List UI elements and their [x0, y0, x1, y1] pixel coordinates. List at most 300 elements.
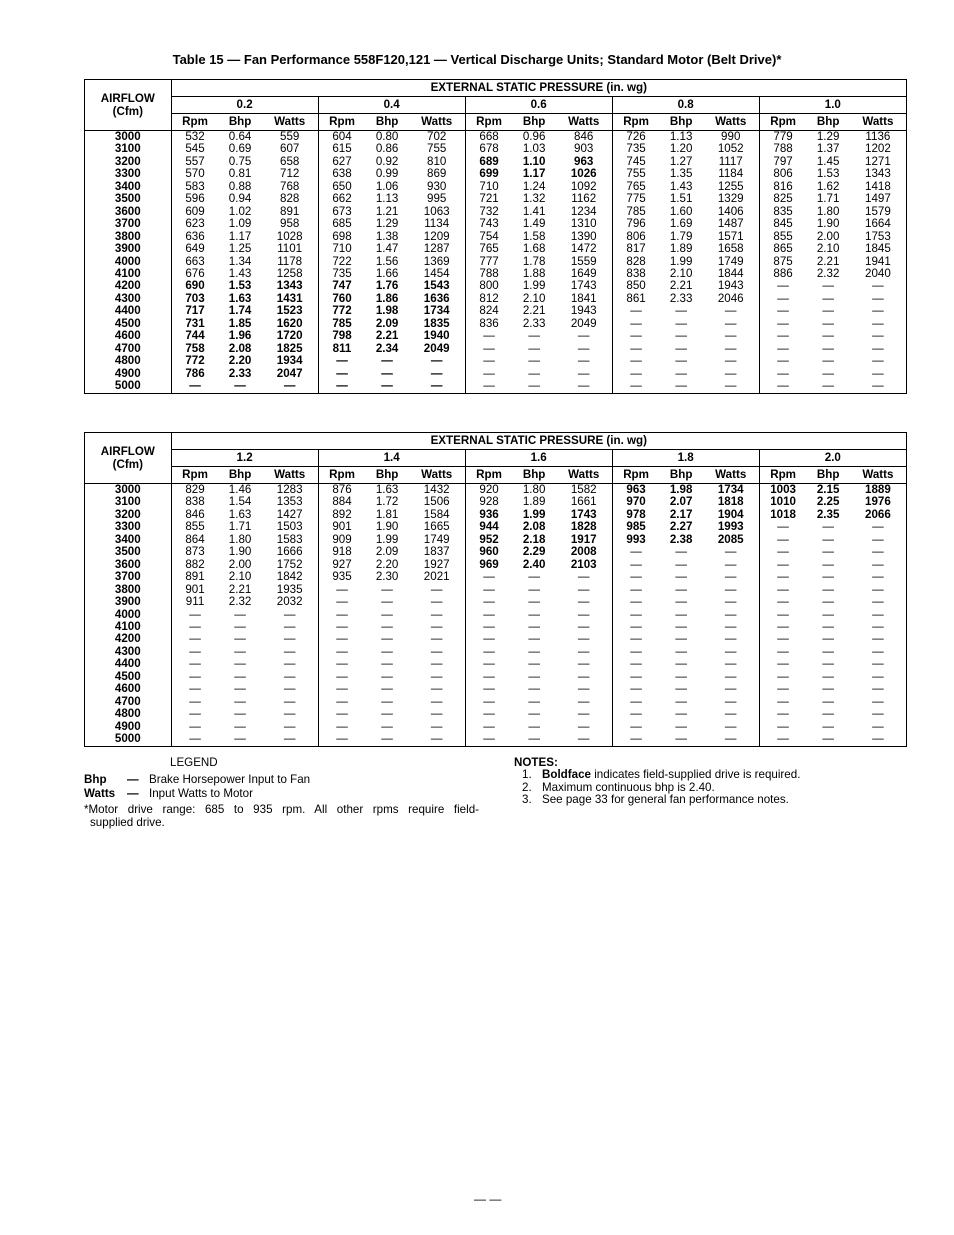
airflow-header: [85, 433, 172, 484]
airflow-value: 3000: [114, 130, 141, 143]
table-cell: 1.88: [522, 266, 546, 280]
table-cell: —: [675, 707, 687, 721]
table-cell: —: [872, 682, 884, 696]
table-cell: 1.25: [228, 242, 252, 256]
airflow-value: 3900: [114, 242, 141, 256]
table-cell: 721: [465, 193, 512, 205]
table-cell: 1.58: [522, 229, 546, 243]
note-1-number: 1.: [522, 768, 532, 781]
table-cell: —: [724, 732, 737, 746]
table-cell: —: [528, 366, 540, 380]
table-cell: —: [381, 657, 393, 671]
table-cell: 1.63: [228, 507, 252, 521]
column-header-rpm: Rpm: [612, 467, 659, 484]
table-cell: 829: [171, 484, 218, 497]
table-cell: 775: [612, 193, 659, 205]
table-cell: —: [872, 669, 884, 683]
table-cell: —: [724, 619, 737, 633]
table-cell: —: [381, 732, 393, 746]
table-cell: —: [612, 368, 659, 380]
airflow-value: 3100: [114, 495, 141, 509]
table-cell: 0.75: [228, 154, 252, 168]
table-cell: 1.13: [669, 130, 693, 143]
table-cell: —: [465, 596, 512, 608]
table-cell: 722: [318, 256, 365, 268]
table-cell: —: [171, 621, 218, 633]
table-cell: —: [318, 658, 365, 670]
table-cell: 1209: [423, 229, 450, 243]
airflow-value: 4700: [114, 341, 141, 355]
table-cell: 1.63: [228, 291, 252, 305]
table-cell: —: [528, 570, 540, 584]
airflow-value: 3300: [114, 520, 141, 534]
table-cell: —: [234, 707, 246, 721]
table-cell: —: [759, 646, 806, 658]
table-cell: 985: [612, 521, 659, 533]
table-cell: 658: [280, 154, 300, 168]
table-cell: 1753: [865, 229, 891, 243]
airflow-value: 4900: [114, 366, 141, 380]
table-cell: 2.21: [522, 304, 546, 318]
table-cell: —: [872, 291, 884, 305]
table-cell: —: [528, 694, 540, 708]
table-cell: —: [872, 707, 884, 721]
airflow-value: 4100: [114, 619, 141, 633]
table-cell: —: [318, 708, 365, 720]
table-cell: —: [872, 570, 884, 584]
column-header-watts: Watts: [703, 114, 759, 131]
table-cell: —: [872, 304, 884, 318]
table-cell: 2.40: [522, 557, 546, 571]
table-cell: 747: [318, 280, 365, 292]
table-cell: 1.63: [375, 483, 399, 496]
table-cell: —: [612, 646, 659, 658]
table-cell: 846: [574, 130, 594, 143]
table-cell: —: [283, 682, 296, 696]
table-cell: 1658: [717, 242, 744, 256]
fan-performance-table-1: [84, 79, 907, 394]
table-cell: 846: [171, 509, 218, 521]
table-cell: —: [872, 354, 884, 368]
table-cell: 928: [465, 496, 512, 508]
table-cell: —: [822, 532, 834, 546]
table-cell: —: [528, 682, 540, 696]
table-cell: —: [872, 341, 884, 355]
table-cell: 1092: [570, 179, 597, 193]
table-cell: 1.49: [522, 217, 546, 231]
table-cell: —: [822, 657, 834, 671]
table-cell: —: [612, 305, 659, 317]
table-row: [85, 708, 907, 720]
table-cell: 662: [318, 193, 365, 205]
table-cell: 2.21: [669, 279, 693, 293]
table-cell: —: [822, 694, 834, 708]
table-cell: 710: [318, 243, 365, 255]
table-cell: —: [465, 708, 512, 720]
table-cell: 838: [612, 268, 659, 280]
airflow-value: 3200: [114, 507, 141, 521]
table-cell: 1.74: [228, 304, 252, 318]
column-header-bhp: Bhp: [807, 114, 850, 131]
table-cell: 726: [612, 131, 659, 144]
table-cell: 1.43: [228, 266, 252, 280]
legend-footnote-line2: supplied drive.: [90, 816, 165, 829]
table-cell: 1.29: [816, 130, 840, 143]
table-cell: 1934: [276, 354, 303, 368]
table-cell: —: [759, 733, 806, 746]
table-cell: 2.07: [669, 495, 693, 509]
airflow-value: 5000: [114, 732, 141, 746]
table-cell: 2.29: [522, 545, 546, 559]
table-cell: 1543: [423, 279, 450, 293]
table-cell: 969: [465, 559, 512, 571]
table-cell: —: [724, 329, 737, 343]
table-cell: 2.10: [522, 291, 546, 305]
table-cell: 596: [171, 193, 218, 205]
table-cell: —: [822, 291, 834, 305]
table-cell: 636: [171, 231, 218, 243]
table-cell: 2.21: [375, 329, 399, 343]
table-cell: 2021: [423, 570, 450, 584]
legend-dash-watts: —: [127, 787, 139, 800]
table-cell: —: [528, 719, 540, 733]
table-cell: —: [283, 657, 296, 671]
table-cell: 0.80: [375, 130, 399, 143]
column-header-rpm: Rpm: [759, 467, 806, 484]
table-cell: —: [171, 380, 218, 393]
table-cell: 810: [427, 154, 447, 168]
table-cell: —: [822, 557, 834, 571]
table-cell: 712: [280, 167, 300, 181]
table-cell: 1.21: [375, 204, 399, 218]
table-cell: 1.09: [228, 217, 252, 231]
table-cell: —: [465, 380, 512, 393]
pressure-header: 0.8: [612, 97, 759, 114]
table-cell: —: [872, 366, 884, 380]
table-cell: 609: [171, 206, 218, 218]
table-cell: 731: [171, 318, 218, 330]
table-cell: —: [381, 354, 393, 368]
table-cell: 2.25: [816, 495, 840, 509]
table-cell: 828: [612, 256, 659, 268]
table-cell: 2032: [276, 595, 303, 609]
table-cell: —: [675, 557, 687, 571]
table-cell: —: [465, 633, 512, 645]
table-cell: 800: [465, 280, 512, 292]
table-cell: 1943: [717, 279, 744, 293]
table-cell: 1935: [276, 582, 303, 596]
column-header-rpm: Rpm: [318, 467, 365, 484]
table-cell: —: [381, 379, 393, 393]
table-cell: —: [822, 316, 834, 330]
table-cell: 836: [465, 318, 512, 330]
table-cell: 1178: [277, 254, 303, 268]
table-cell: 1.45: [816, 154, 840, 168]
airflow-value: 3800: [114, 582, 141, 596]
table-cell: 604: [318, 131, 365, 144]
table-cell: —: [724, 545, 737, 559]
table-cell: 623: [171, 218, 218, 230]
table-cell: —: [872, 657, 884, 671]
table-cell: —: [872, 279, 884, 293]
table-cell: 990: [721, 130, 741, 143]
table-cell: —: [465, 343, 512, 355]
table-cell: 1.47: [375, 242, 399, 256]
table-cell: 798: [318, 330, 365, 342]
table-cell: —: [822, 732, 834, 746]
table-cell: —: [234, 694, 246, 708]
table-cell: 1976: [865, 495, 891, 509]
note-1-text: indicates field-supplied drive is required.: [590, 768, 801, 781]
table-cell: —: [759, 355, 806, 367]
table-cell: 1.90: [228, 545, 252, 559]
table-cell: 1.89: [522, 495, 546, 509]
table-cell: 1.89: [669, 242, 693, 256]
table-cell: —: [759, 293, 806, 305]
table-cell: —: [283, 719, 296, 733]
table-cell: 1927: [423, 557, 450, 571]
table-cell: 743: [465, 218, 512, 230]
airflow-value: 4700: [114, 694, 141, 708]
airflow-value: 3800: [114, 229, 141, 243]
table-cell: 1.53: [816, 167, 840, 181]
table-row: [85, 243, 907, 255]
table-cell: —: [759, 521, 806, 533]
legend-dash-bhp: —: [127, 773, 139, 786]
table-cell: —: [759, 584, 806, 596]
table-cell: 2.09: [375, 545, 399, 559]
table-cell: 1258: [276, 266, 303, 280]
table-cell: —: [724, 632, 737, 646]
table-cell: —: [430, 719, 443, 733]
table-cell: 1202: [865, 142, 891, 156]
table-cell: 0.81: [228, 167, 252, 181]
table-cell: —: [381, 619, 393, 633]
table-cell: —: [577, 354, 590, 368]
table-cell: —: [612, 596, 659, 608]
table-cell: 0.92: [375, 154, 399, 168]
table-cell: 1.85: [228, 316, 252, 330]
table-cell: 1343: [276, 279, 303, 293]
table-cell: 754: [465, 231, 512, 243]
table-cell: 1.56: [375, 254, 399, 268]
table-cell: —: [465, 683, 512, 695]
column-header-watts: Watts: [409, 114, 465, 131]
table-cell: 1993: [717, 520, 744, 534]
column-header-bhp: Bhp: [365, 467, 408, 484]
table-cell: 2.32: [816, 266, 840, 280]
table-cell: 864: [171, 534, 218, 546]
table-cell: —: [171, 671, 218, 683]
table-cell: 1369: [423, 254, 450, 268]
table-cell: —: [822, 366, 834, 380]
table-cell: 1.69: [669, 217, 693, 231]
table-cell: —: [759, 368, 806, 380]
table-cell: 828: [280, 192, 300, 206]
legend-abbr-bhp: Bhp: [84, 773, 107, 786]
table-cell: 545: [171, 143, 218, 155]
column-header-watts: Watts: [262, 467, 318, 484]
table-row: [85, 733, 907, 746]
table-cell: —: [528, 595, 540, 609]
table-cell: 1844: [717, 266, 744, 280]
table-cell: 1.29: [375, 217, 399, 231]
table-cell: 1.17: [522, 167, 546, 181]
airflow-label: AIRFLOW: [100, 92, 155, 105]
note-1-bold: Boldface: [542, 768, 591, 781]
table-cell: —: [528, 582, 540, 596]
column-header-rpm: Rpm: [318, 114, 365, 131]
table-cell: —: [318, 596, 365, 608]
table-cell: —: [675, 545, 687, 559]
airflow-value: 3700: [114, 570, 141, 584]
table-cell: 1.27: [669, 154, 693, 168]
airflow-value: 4500: [114, 669, 141, 683]
column-header-bhp: Bhp: [807, 467, 850, 484]
table-cell: 690: [171, 280, 218, 292]
table-cell: —: [724, 366, 737, 380]
table-cell: 1427: [276, 507, 303, 521]
table-cell: —: [577, 732, 590, 746]
table-cell: —: [612, 696, 659, 708]
table-cell: 1101: [277, 242, 303, 256]
table-cell: —: [822, 570, 834, 584]
airflow-value: 4200: [114, 279, 141, 293]
table-cell: 811: [318, 343, 365, 355]
table-cell: 698: [318, 231, 365, 243]
table-cell: 2085: [717, 532, 744, 546]
table-cell: 673: [318, 206, 365, 218]
table-cell: 2046: [717, 291, 744, 305]
column-header-rpm: Rpm: [171, 114, 218, 131]
table-cell: 1454: [423, 266, 450, 280]
table-cell: —: [283, 619, 296, 633]
table-cell: —: [872, 732, 884, 746]
table-cell: —: [528, 354, 540, 368]
table-cell: —: [577, 719, 590, 733]
table-cell: 882: [171, 559, 218, 571]
table-cell: 1406: [717, 204, 744, 218]
table-cell: —: [465, 609, 512, 621]
table-cell: —: [675, 657, 687, 671]
pressure-header: 0.6: [465, 97, 612, 114]
table-cell: 911: [171, 596, 218, 608]
table-cell: 699: [465, 168, 512, 180]
table-cell: —: [822, 619, 834, 633]
table-cell: 2.33: [228, 366, 252, 380]
table-cell: 1271: [865, 154, 891, 168]
table-cell: 1.98: [669, 483, 693, 496]
table-cell: —: [612, 621, 659, 633]
table-cell: 1752: [276, 557, 303, 571]
airflow-value: 3500: [114, 545, 141, 559]
table-cell: 1.71: [228, 520, 252, 534]
airflow-value: 4300: [114, 291, 141, 305]
table-cell: 993: [612, 534, 659, 546]
table-cell: 2.10: [228, 570, 252, 584]
table-cell: —: [528, 379, 540, 393]
table-row: [85, 380, 907, 393]
table-cell: 627: [318, 156, 365, 168]
table-cell: 2.35: [816, 507, 840, 521]
table-cell: 786: [171, 368, 218, 380]
airflow-value: 4500: [114, 316, 141, 330]
table-cell: —: [430, 694, 443, 708]
table-cell: 1.35: [669, 167, 693, 181]
table-cell: 1818: [717, 495, 744, 509]
table-cell: 559: [280, 130, 300, 143]
table-cell: 570: [171, 168, 218, 180]
table-cell: —: [872, 557, 884, 571]
table-cell: 1.17: [228, 229, 252, 243]
pressure-header: 1.4: [318, 450, 465, 467]
airflow-value: 3400: [114, 179, 141, 193]
table-cell: 869: [427, 167, 447, 181]
table-cell: —: [724, 354, 737, 368]
table-cell: —: [724, 316, 737, 330]
table-cell: 960: [465, 546, 512, 558]
table-cell: —: [872, 619, 884, 633]
table-cell: 1734: [423, 304, 450, 318]
table-cell: 2.34: [375, 341, 399, 355]
table-cell: 1837: [423, 545, 450, 559]
table-cell: —: [675, 329, 687, 343]
table-cell: 1.51: [669, 192, 693, 206]
table-cell: —: [822, 669, 834, 683]
table-row: [85, 193, 907, 205]
table-cell: 1.90: [816, 217, 840, 231]
note-3: See page 33 for general fan performance notes.: [542, 793, 789, 806]
table-cell: 703: [171, 293, 218, 305]
table-cell: 1.46: [228, 483, 252, 496]
table-cell: 785: [612, 206, 659, 218]
airflow-value: 4800: [114, 707, 141, 721]
table-cell: —: [528, 632, 540, 646]
table-cell: —: [171, 721, 218, 733]
table-cell: —: [234, 644, 246, 658]
table-cell: —: [822, 644, 834, 658]
table-cell: 745: [612, 156, 659, 168]
table-cell: 865: [759, 243, 806, 255]
table-cell: —: [759, 380, 806, 393]
table-cell: —: [318, 721, 365, 733]
table-cell: —: [675, 316, 687, 330]
table-cell: 663: [171, 256, 218, 268]
table-cell: 891: [280, 204, 300, 218]
table-cell: 1559: [570, 254, 597, 268]
table-cell: 1.38: [375, 229, 399, 243]
table-cell: 1940: [423, 329, 450, 343]
table-cell: —: [759, 633, 806, 645]
table-cell: 1472: [570, 242, 597, 256]
table-cell: 1.99: [375, 532, 399, 546]
table-cell: 2.27: [669, 520, 693, 534]
table-cell: 0.69: [228, 142, 252, 156]
table-cell: —: [577, 582, 590, 596]
column-header-watts: Watts: [556, 467, 612, 484]
table-cell: —: [724, 595, 737, 609]
table-cell: —: [759, 343, 806, 355]
column-header-watts: Watts: [409, 467, 465, 484]
table-cell: 765: [612, 181, 659, 193]
table-cell: 2008: [570, 545, 597, 559]
table-cell: —: [171, 658, 218, 670]
table-cell: —: [234, 732, 246, 746]
table-cell: —: [381, 595, 393, 609]
table-cell: —: [381, 632, 393, 646]
table-cell: 1010: [759, 496, 806, 508]
table-cell: 861: [612, 293, 659, 305]
